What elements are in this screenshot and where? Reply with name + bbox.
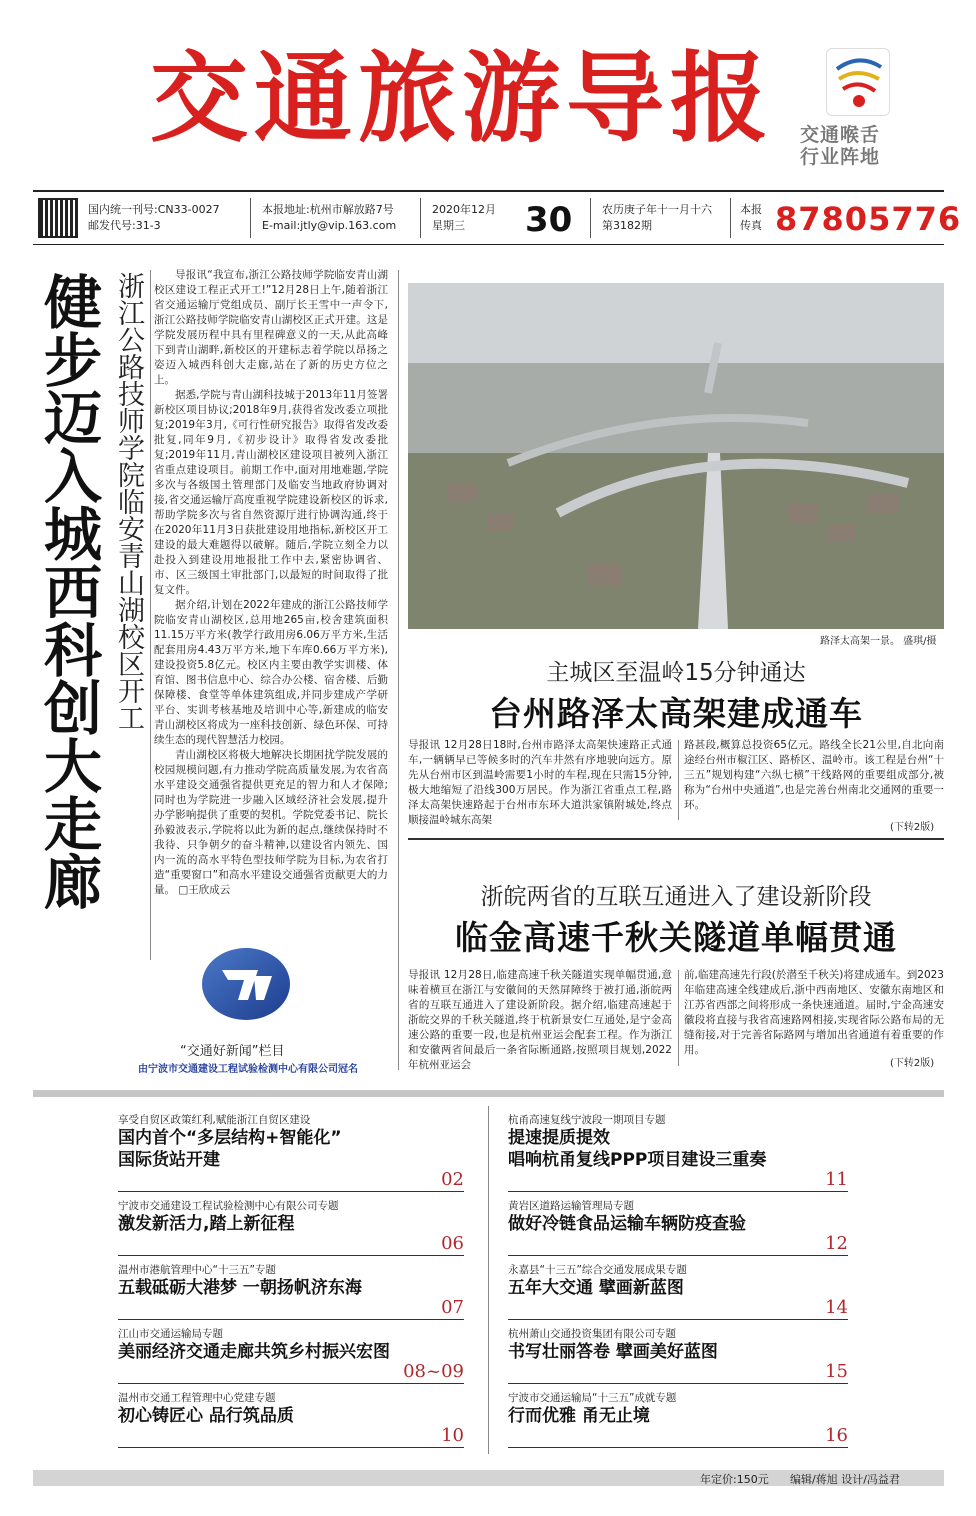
fax-number: 87805776 <box>775 200 962 238</box>
story1-col1: 导报讯 12月28日18时,台州市路泽太高架快速路正式通车,一辆辆早已等候多时的汽车井然有序地驶向远方。原先从台州市区到温岭需要1小时的车程,现在只需15分钟,极大地缩短了沿线300万居民。作为浙江省重点工程,路泽太高架快速路起于台州市东环大道洪家镇附城处,终点顺接温岭城东高架 <box>408 739 672 826</box>
toc-entry-tag: 杭州萧山交通投资集团有限公司专题 <box>508 1328 676 1340</box>
toc-entry-page: 12 <box>825 1233 848 1254</box>
lead-paragraph: 据悉,学院与青山湖科技城于2013年11月签署新校区项目协议;2018年9月,获得省发改委立项批复;2019年3月,《可行性研究报告》取得省发改委批复,同年9月,《初步设计》取得省发改委批复;2019年11月,青山湖校区建设项目被列入浙江省重点建设项目。前期工作中,面对用地难题,学院多次与各级国土管理部门及临安当地政府协调对接,省交通运输厅高度重视学院建设新校区的诉求,帮助学院多次与省自然资源厅进行协调沟通,终于在2020年11月3日获批建设用地指标,新校区开工建设的最大难题得以破解。随后,学院立刻全力以赴投入到建设用地报批工作中去,紧密协调省、市、区三级国土审批部门,以最短的时间取得了批复文件。 <box>154 389 388 596</box>
lead-subhead: 浙江公路技师学院临安青山湖校区开工 <box>113 272 144 731</box>
toc-entry-title: 初心铸匠心 品行筑品质 <box>118 1406 294 1426</box>
story2-kicker: 浙皖两省的互联互通进入了建设新阶段 <box>480 884 872 910</box>
toc-entry-title: 做好冷链食品运输车辆防疫查验 <box>508 1214 746 1234</box>
toc-entry-page: 16 <box>825 1425 848 1446</box>
column-divider <box>678 740 679 820</box>
toc-entry-tag: 温州市交通工程管理中心党建专题 <box>118 1392 276 1404</box>
info-cn-number: 国内统一刊号:CN33-0027 <box>88 203 220 216</box>
toc-entry[interactable] <box>508 1262 848 1326</box>
toc-entry-tag: 黄岩区道路运输管理局专题 <box>508 1200 634 1212</box>
slogan-line-2: 行业阵地 <box>800 146 881 168</box>
top-rule <box>33 190 944 192</box>
toc-entry-page: 14 <box>825 1297 848 1318</box>
toc-entry[interactable] <box>118 1326 464 1390</box>
toc-entry-rule <box>508 1255 848 1256</box>
column-emblem-icon <box>198 944 294 1024</box>
toc-entry-title: 提速提质提效 <box>508 1128 610 1148</box>
column-caption: “交通好新闻”栏目 <box>180 1044 285 1059</box>
toc-entry-tag: 宁波市交通运输局“十三五”成就专题 <box>508 1392 677 1404</box>
masthead-slogan <box>800 124 880 168</box>
info-day: 30 <box>525 200 573 240</box>
toc-entry-tag: 永嘉县“十三五”综合交通发展成果专题 <box>508 1264 687 1276</box>
toc-left-column <box>118 1112 464 1454</box>
footer-credits: 编辑/蒋旭 设计/冯益君 <box>790 1473 900 1486</box>
fax-label-2: 传真 <box>740 219 762 232</box>
story1-continued: (下转2版) <box>890 822 935 833</box>
toc-entry-tag: 享受自贸区政策红利,赋能浙江自贸区建设 <box>118 1114 311 1126</box>
toc-entry-title-line2: 国际货站开建 <box>118 1150 220 1170</box>
toc-entry-title: 五年大交通 擘画新蓝图 <box>508 1278 684 1298</box>
lead-headline: 健步迈入城西科创大走廊 <box>34 272 102 910</box>
slogan-line-1: 交通喉舌 <box>800 124 881 146</box>
toc-entry[interactable] <box>118 1390 464 1454</box>
footer-price: 年定价:150元 <box>700 1473 769 1486</box>
toc-entry-page: 02 <box>441 1169 464 1190</box>
toc-entry-tag: 江山市交通运输局专题 <box>118 1328 223 1340</box>
toc-entry-rule <box>118 1191 464 1192</box>
toc-entry[interactable] <box>118 1198 464 1262</box>
story1-col2: 路甚段,概算总投资65亿元。路线全长21公里,自北向南途经台州市椒江区、路桥区、温岭市。该工程是台州“十三五”规划构建“六纵七横”干线路网的重要组成部分,被称为“台州中央通道”,也是完善台州南北交通网的重要一环。 <box>684 739 944 811</box>
toc-entry-rule <box>508 1383 848 1384</box>
info-email: E-mail:jtly@vip.163.com <box>262 219 397 232</box>
info-lunar-block <box>602 202 712 234</box>
info-issue-number: 第3182期 <box>602 219 652 232</box>
toc-entry-title: 书写壮丽答卷 擘画美好蓝图 <box>508 1342 718 1362</box>
toc-entry-title: 五载砥砺大港梦 一朝扬帆济东海 <box>118 1278 362 1298</box>
toc-entry-rule <box>118 1447 464 1448</box>
toc-entry[interactable] <box>508 1326 848 1390</box>
info-bottom-rule <box>33 244 944 245</box>
photo-caption: 路泽太高架一景。 盛琪/摄 <box>820 636 937 647</box>
toc-entry-title-line2: 唱响杭甬复线PPP项目建设三重奏 <box>508 1150 767 1170</box>
story2-continued: (下转2版) <box>890 1058 935 1069</box>
lead-body <box>154 268 388 930</box>
toc-entry-rule <box>118 1383 464 1384</box>
toc-entry-page: 08~09 <box>403 1361 464 1382</box>
lead-paragraph: 导报讯“我宣布,浙江公路技师学院临安青山湖校区建设工程正式开工!”12月28日上午,随着浙江省交通运输厅党组成员、副厅长王雪中一声令下,浙江公路技师学院临安青山湖校区正式开建。这是学院发展历程中具有里程碑意义的一天,从此高峰下到青山湖畔,新校区的开建标志着学院以昂扬之姿迈入城西科创大走廊,站在了新的历史方位之上。 <box>154 269 388 386</box>
newspaper-logo-icon <box>826 48 890 116</box>
divider <box>730 198 731 238</box>
toc-entry[interactable] <box>508 1198 848 1262</box>
story1-kicker: 主城区至温岭15分钟通达 <box>546 660 806 686</box>
info-weekday: 星期三 <box>432 219 465 232</box>
toc-entry-title: 行而优雅 甬无止境 <box>508 1406 650 1426</box>
divider <box>590 198 591 238</box>
toc-entry[interactable] <box>118 1112 464 1198</box>
info-fax-label <box>740 202 762 234</box>
story2-headline: 临金高速千秋关隧道单幅贯通 <box>455 918 897 957</box>
section-rule <box>408 838 944 840</box>
qr-code-icon <box>38 198 78 238</box>
toc-right-column <box>508 1112 848 1454</box>
toc-entry-rule <box>508 1191 848 1192</box>
fax-label-1: 本报 <box>740 203 762 216</box>
story2-col1: 导报讯 12月28日,临建高速千秋关隧道实现单幅贯通,意味着横亘在浙江与安徽间的天然屏障终于被打通,浙皖两省的互联互通进入了建设新阶段。据介绍,临建高速起于浙皖交界的千秋关隧道,终于杭新景安仁互通处,是宁金高速公路的重要一段,也是杭州亚运会配套工程。作为浙江和安徽两省间最后一条省际断通路,按照项目规划,2022年杭州亚运会 <box>408 969 672 1071</box>
info-publication <box>88 202 220 234</box>
divider <box>420 198 421 238</box>
toc-entry-rule <box>118 1319 464 1320</box>
story2-col2: 前,临建高速先行段(於潜至千秋关)将建成通车。到2023年临建高速全线建成后,浙中西南地区、安徽东南地区和江苏省西部之间将形成一条快速通道。届时,宁金高速安徽段将直接与我省高速路网相接,实现省际公路布局的无缝衔接,对于完善省际路网与增加出省通道有着重要的作用。 <box>684 969 944 1056</box>
toc-entry-tag: 杭甬高速复线宁波段一期项目专题 <box>508 1114 666 1126</box>
masthead-title: 交通旅游导报 <box>150 42 775 156</box>
toc-entry-page: 10 <box>441 1425 464 1446</box>
toc-entry-tag: 温州市港航管理中心“十三五”专题 <box>118 1264 276 1276</box>
toc-divider <box>488 1106 489 1454</box>
info-lunar-date: 农历庚子年十一月十六 <box>602 203 712 216</box>
story1-headline: 台州路泽太高架建成通车 <box>489 694 863 733</box>
toc-entry-page: 07 <box>441 1297 464 1318</box>
toc-entry-rule <box>508 1447 848 1448</box>
divider <box>250 198 251 238</box>
lead-paragraph: 青山湖校区将极大地解决长期困扰学院发展的校园规模问题,有力推动学院高质量发展,为农省高水平建设交通强省提供更充足的智力和人才保障;同时也为学院进一步融入区域经济社会发展,提升办学影响提供了重要的契机。学院党委书记、院长孙毅波表示,学院将以此为新的起点,继续保持时不我待、只争朝夕的奋斗精神,以建设省内领先、国内一流的高水平特色型技师学院为目标,为农省打造“重要窗口”和高水平建设交通强省贡献更大的力量。 □王欣成云 <box>154 749 388 896</box>
column-divider <box>398 270 399 1070</box>
lead-paragraph: 据介绍,计划在2022年建成的浙江公路技师学院临安青山湖校区,总用地265亩,校舍建筑面积11.15万平方米(教学行政用房6.06万平方米,生活配套用房4.43万平方米,地下车库0.66万平方米),建设投资5.8亿元。校区内主要由教学实训楼、体育馆、图书信息中心、综合办公楼、宿舍楼、后勤保障楼、食堂等单体建筑组成,并同步建成产学研平台、实训考核基地及培训中心等,新建成的临安青山湖校区将成为一座科技创新、绿色环保、可持续生态的现代智慧活力校园。 <box>154 599 388 746</box>
toc-entry[interactable] <box>508 1390 848 1454</box>
toc-entry-rule <box>118 1255 464 1256</box>
toc-entry-title: 国内首个“多层结构+智能化” <box>118 1128 342 1148</box>
toc-entry-tag: 宁波市交通建设工程试验检测中心有限公司专题 <box>118 1200 339 1212</box>
toc-entry-page: 11 <box>825 1169 848 1190</box>
highway-photo <box>408 283 944 629</box>
column-divider <box>150 270 151 960</box>
info-date: 2020年12月 <box>432 203 496 216</box>
toc-entry-title: 激发新活力,踏上新征程 <box>118 1214 295 1234</box>
info-date-block <box>432 202 496 234</box>
column-sponsor: 由宁波市交通建设工程试验检测中心有限公司冠名 <box>138 1064 358 1075</box>
column-divider <box>678 970 679 1066</box>
toc-entry[interactable] <box>118 1262 464 1326</box>
toc-entry-page: 06 <box>441 1233 464 1254</box>
toc-entry[interactable] <box>508 1112 848 1198</box>
toc-entry-page: 15 <box>825 1361 848 1382</box>
toc-entry-title: 美丽经济交通走廊共筑乡村振兴宏图 <box>118 1342 390 1362</box>
info-address: 本报地址:杭州市解放路7号 <box>262 203 394 216</box>
toc-top-bar <box>33 1090 944 1097</box>
info-address-block <box>262 202 396 234</box>
toc-entry-rule <box>508 1319 848 1320</box>
info-postal-code: 邮发代号:31-3 <box>88 219 161 232</box>
